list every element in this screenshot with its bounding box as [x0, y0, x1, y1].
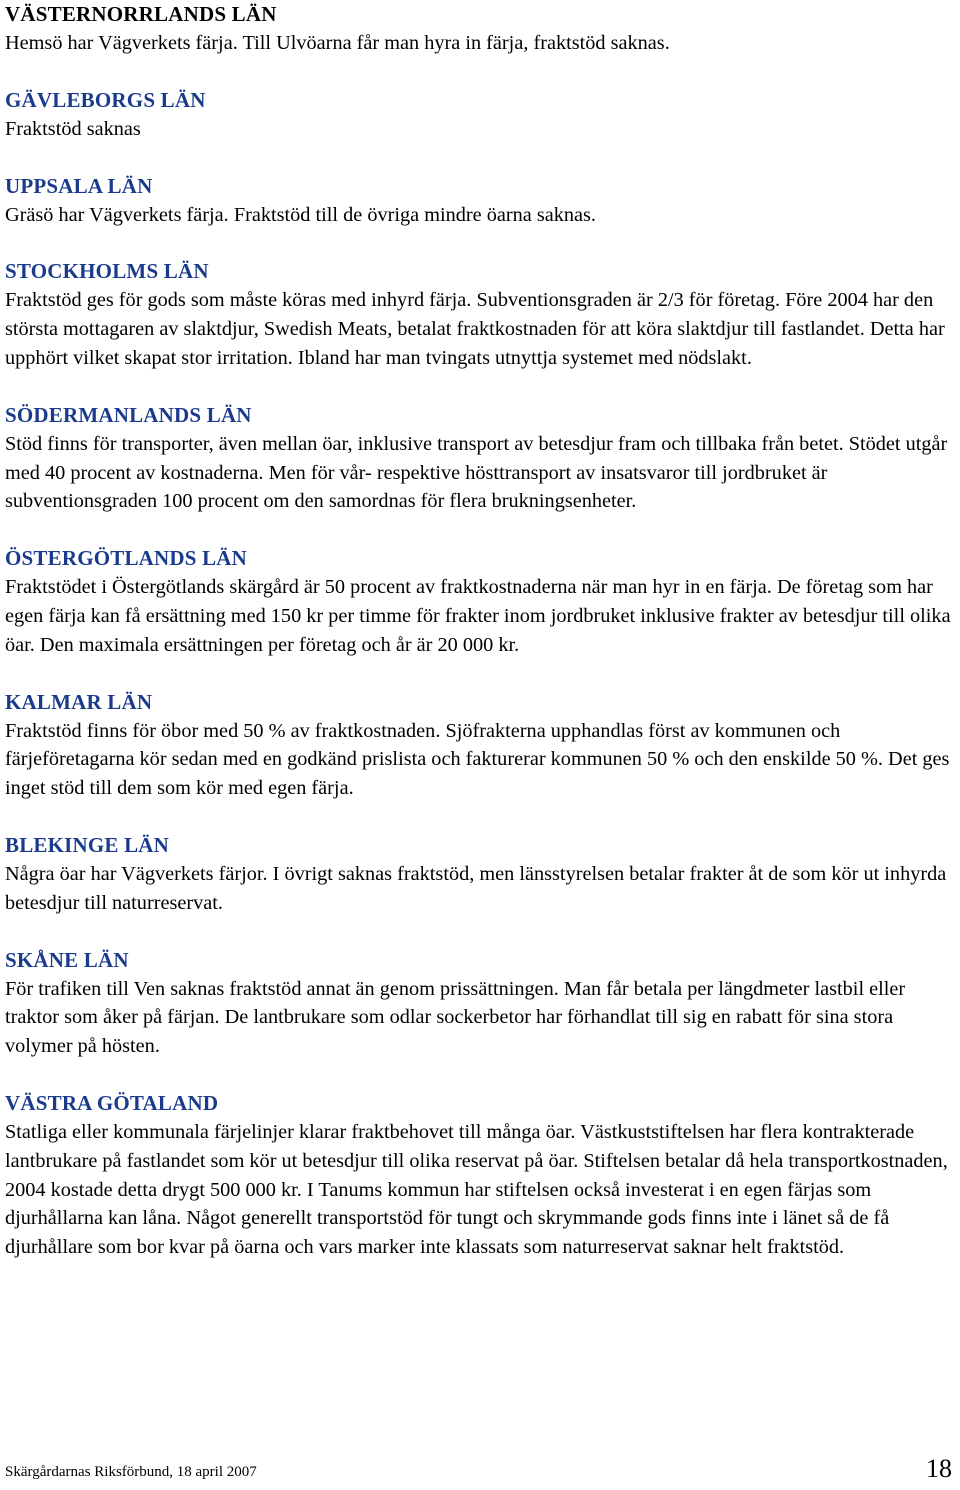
section-uppsala	[5, 172, 955, 230]
section-heading: VÄSTERNORRLANDS LÄN	[5, 2, 277, 26]
section-text: Gräsö har Vägverkets färja. Fraktstöd till de övriga mindre öarna saknas.	[5, 203, 596, 226]
section-ostergotland	[5, 544, 955, 659]
section-heading: VÄSTRA GÖTALAND	[5, 1090, 219, 1115]
section-vasternorrland	[5, 0, 955, 58]
section-heading: UPPSALA LÄN	[5, 173, 153, 198]
section-stockholm	[5, 257, 955, 372]
section-heading: SÖDERMANLANDS LÄN	[5, 402, 252, 427]
section-text: För trafiken till Ven saknas fraktstöd annat än genom prissättningen. Man får betala per längdmeter lastbil eller traktor som åker på färjan. De lantbrukare som odlar sockerbetor har förhandlat till sig en rabatt för sina stora volymer på hösten.	[5, 977, 906, 1058]
section-text: Fraktstöd ges för gods som måste köras med inhyrd färja. Subventionsgraden är 2/3 för företag. Före 2004 har den största mottagaren av slaktdjur, Swedish Meats, betalat fraktkostnaden för att köra slaktdjur till fastlandet. Detta har upphört vilket skapat stor irritation. Ibland har man tvingats utnyttja systemet med nödslakt.	[5, 289, 945, 369]
footer-organization-date: Skärgårdarnas Riksförbund, 18 april 2007	[5, 1464, 257, 1480]
section-heading: STOCKHOLMS LÄN	[5, 259, 209, 284]
section-kalmar	[5, 688, 955, 803]
section-gavleborg	[5, 86, 955, 144]
page-footer	[5, 1450, 952, 1490]
section-text: Fraktstöd finns för öbor med 50 % av fraktkostnaden. Sjöfrakterna upphandlas först av kommunen och färjeföretagarna kör sedan med en godkänd prislista och fakturerar kommunen 50 % och den enskilde 50 %. Det ges inget stöd till dem som kör med egen färja.	[5, 719, 950, 800]
section-text: Statliga eller kommunala färjelinjer klarar fraktbehovet till många öar. Västkuststiftelsen har flera kontrakterade lantbrukare på fastlandet som kör ut betesdjur till olika reservat på öar. Stiftelsen betalar då hela transportkostnaden, 2004 kostade detta drygt 500 000 kr. I Tanums kommun har stiftelsen också investerat i en egen färjas som djurhållarna kan låna. Något generellt transportstöd för tungt och skrymmande gods finns inte i länet så de få djurhållare som bor kvar på öarna och vars marker inte klassats som naturreservat saknar helt fraktstöd.	[5, 1120, 948, 1259]
section-text: Fraktstöd saknas	[5, 117, 141, 140]
section-heading: GÄVLEBORGS LÄN	[5, 87, 206, 112]
section-heading: KALMAR LÄN	[5, 689, 153, 714]
document-page	[5, 0, 955, 1262]
section-text: Fraktstödet i Östergötlands skärgård är 50 procent av fraktkostnaderna när man hyr in en färja. De företag som har egen färja kan få ersättning med 150 kr per timme för frakter inom jordbruket inklusive frakter av betesdjur till olika öar. Den maximala ersättningen per företag och år är 20 000 kr.	[5, 576, 951, 656]
section-text: Stöd finns för transporter, även mellan öar, inklusive transport av betesdjur fram och tillbaka från betet. Stödet utgår med 40 procent av kostnaderna. Men för vår- respektive hösttransport av insatsvaror till jordbruket är subventionsgraden 100 procent om den samordnas för flera brukningsenheter.	[5, 432, 948, 513]
section-vastra-gotaland	[5, 1089, 955, 1262]
section-text: Några öar har Vägverkets färjor. I övrigt saknas fraktstöd, men länsstyrelsen betalar frakter åt de som kör ut inhyrda betesdjur till naturreservat.	[5, 862, 947, 914]
section-skane	[5, 946, 955, 1061]
section-sodermanland	[5, 401, 955, 516]
section-heading: SKÅNE LÄN	[5, 947, 129, 972]
page-number: 18	[926, 1454, 952, 1483]
section-heading: ÖSTERGÖTLANDS LÄN	[5, 546, 248, 571]
section-text: Hemsö har Vägverkets färja. Till Ulvöarna får man hyra in färja, fraktstöd saknas.	[5, 32, 670, 54]
section-blekinge	[5, 831, 955, 918]
section-heading: BLEKINGE LÄN	[5, 832, 170, 857]
